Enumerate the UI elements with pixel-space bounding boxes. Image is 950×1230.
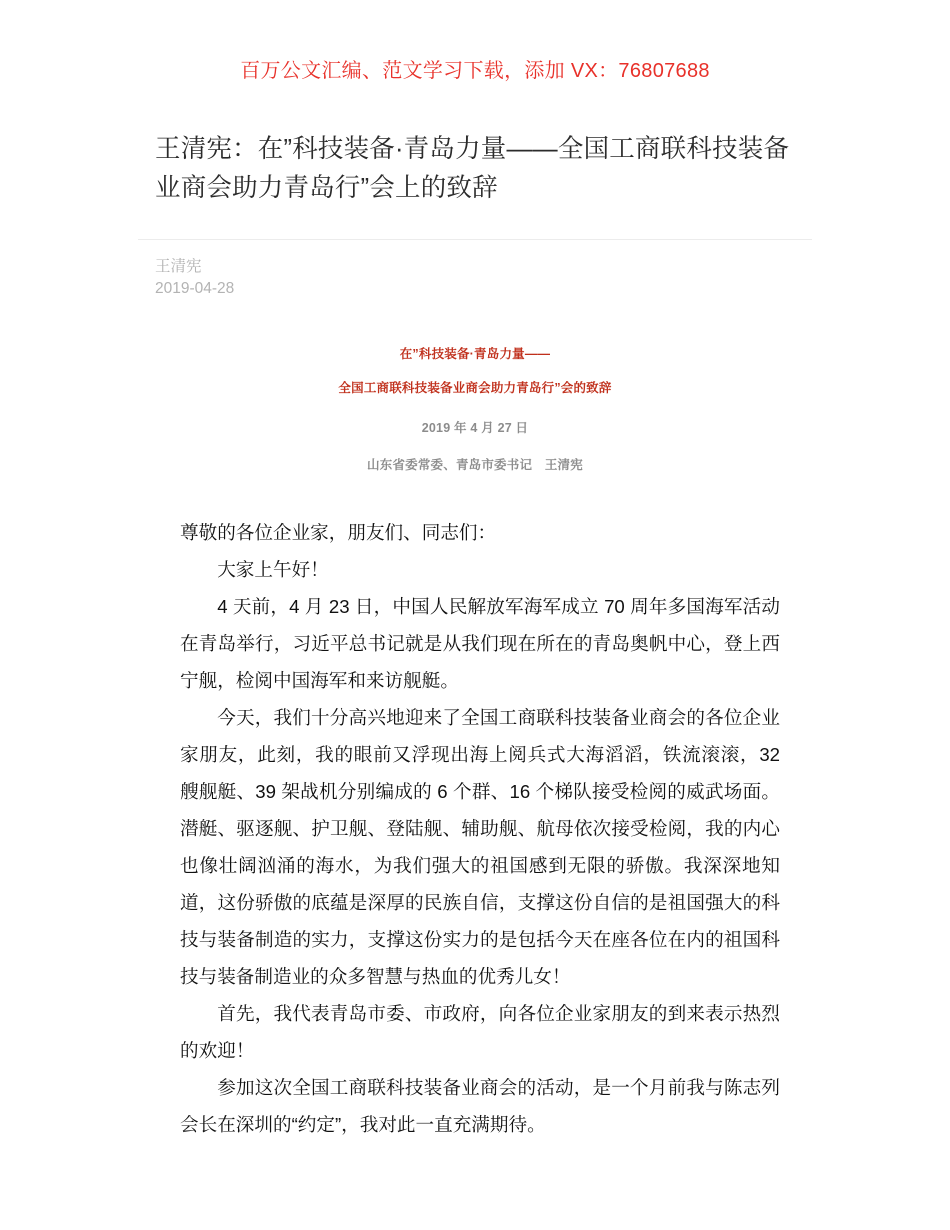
document-body bbox=[180, 514, 780, 1143]
document-title-line-2: 全国工商联科技装备业商会助力青岛行”会的致辞 bbox=[338, 381, 612, 395]
body-paragraph: 参加这次全国工商联科技装备业商会的活动，是一个月前我与陈志列会长在深圳的“约定”，我对此一直充满期待。 bbox=[180, 1077, 780, 1135]
promo-banner: 百万公文汇编、范文学习下载，添加 VX：76807688 bbox=[240, 60, 710, 82]
article-author: 王清宪 bbox=[155, 258, 202, 275]
document-byline: 山东省委常委、青岛市委书记 王清宪 bbox=[367, 458, 583, 472]
body-paragraph: 大家上午好！ bbox=[217, 559, 329, 580]
body-paragraph: 尊敬的各位企业家，朋友们、同志们： bbox=[180, 522, 497, 543]
document-title-line-1: 在”科技装备·青岛力量—— bbox=[399, 347, 551, 361]
body-paragraph: 今天，我们十分高兴地迎来了全国工商联科技装备业商会的各位企业家朋友，此刻，我的眼前又浮现出海上阅兵式大海滔滔，铁流滚滚，32 艘舰艇、39 架战机分别编成的 6 个群、16 个梯队接受检阅的威武场面。潜艇、驱逐舰、护卫舰、登陆舰、辅助舰、航母依次接受检阅，我的内心也像壮阔汹涌的海水，为我们强大的祖国感到无限的骄傲。我深深地知道，这份骄傲的底蕴是深厚的民族自信，支撑这份自信的是祖国强大的科技与装备制造的实力，支撑这份实力的是包括今天在座各位在内的祖国科技与装备制造业的众多智慧与热血的优秀儿女！ bbox=[180, 707, 780, 987]
document-heading-block bbox=[0, 345, 950, 473]
page-title: 王清宪：在”科技装备·青岛力量——全国工商联科技装备业商会助力青岛行”会上的致辞 bbox=[155, 135, 790, 202]
document-date: 2019 年 4 月 27 日 bbox=[421, 421, 529, 435]
article-date: 2019-04-28 bbox=[155, 280, 235, 297]
article-header bbox=[155, 83, 812, 208]
body-paragraph: 首先，我代表青岛市委、市政府，向各位企业家朋友的到来表示热烈的欢迎！ bbox=[180, 1003, 780, 1061]
header-divider bbox=[138, 239, 812, 240]
article-meta bbox=[155, 256, 950, 300]
body-paragraph: 4 天前，4 月 23 日，中国人民解放军海军成立 70 周年多国海军活动在青岛举行，习近平总书记就是从我们现在所在的青岛奥帆中心，登上西宁舰，检阅中国海军和来访舰艇。 bbox=[180, 596, 780, 691]
